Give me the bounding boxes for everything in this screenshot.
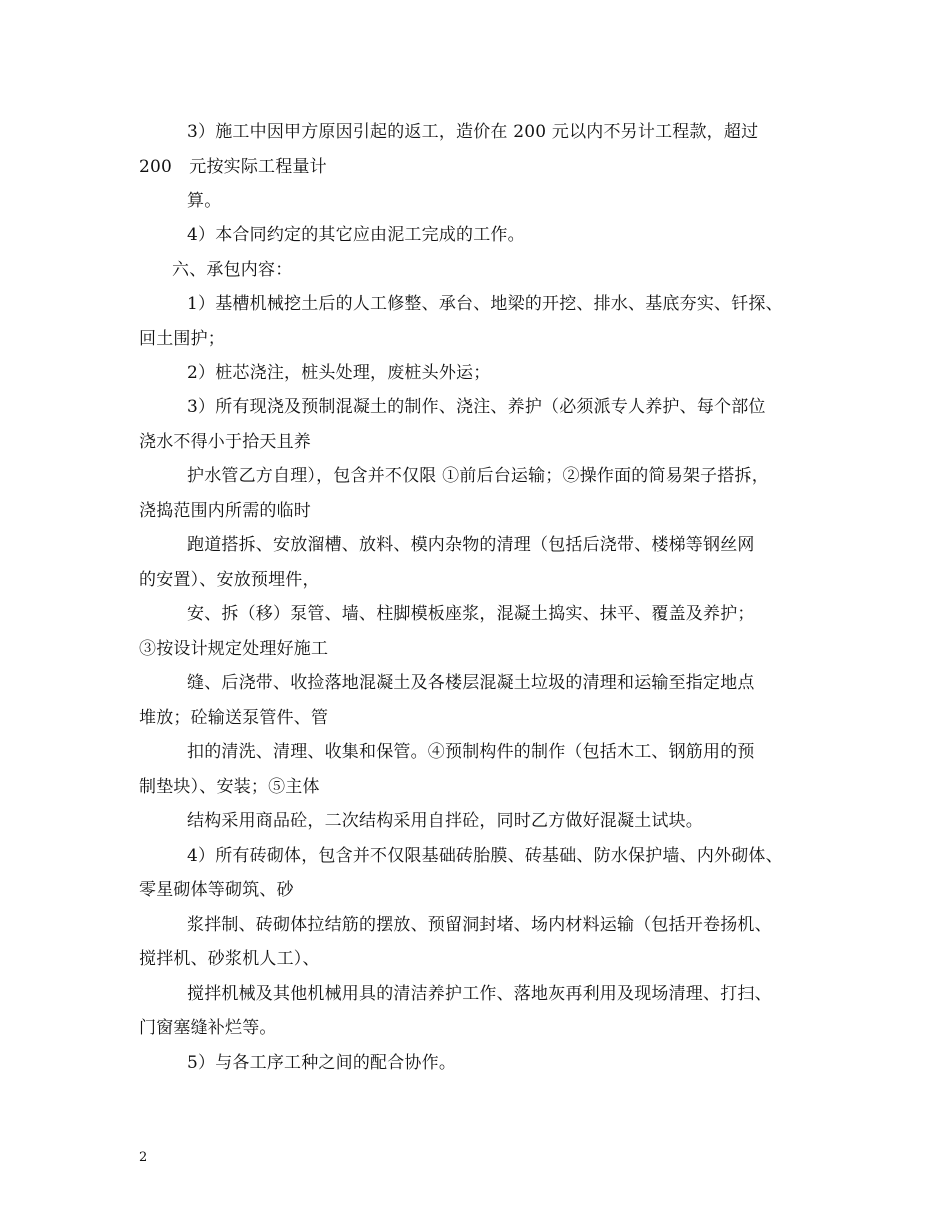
text-line: 4）所有砖砌体，包含并不仅限基础砖胎膜、砖基础、防水保护墙、内外砌体、 [187,846,783,866]
text-line: 3）所有现浇及预制混凝土的制作、浇注、养护（必须派专人养护、每个部位 [187,397,766,417]
section-heading: 六、承包内容： [172,260,293,280]
text-line: 搅拌机、砂浆机人工）、 [139,949,320,969]
text-line: 护水管乙方自理），包含并不仅限 ①前后台运输；②操作面的简易架子搭拆， [187,466,769,486]
text-line: 缝、后浇带、收捡落地混凝土及各楼层混凝土垃圾的清理和运输至指定地点 [187,673,755,693]
text-line: 堆放；砼输送泵管件、管 [139,708,329,728]
text-line: 回土围护； [139,329,225,349]
text-line: 的安置）、安放预埋件， [139,570,320,590]
text-line: 浇水不得小于拾天且养 [139,432,311,452]
text-line: 3）施工中因甲方原因引起的返工，造价在 200 元以内不另计工程款，超过 [187,122,759,142]
text-line: 200 元按实际工程量计 [139,157,327,177]
text-line: 安、拆（移）泵管、墙、柱脚模板座浆，混凝土捣实、抹平、覆盖及养护； [187,604,755,624]
text-line: ③按设计规定处理好施工 [139,639,329,659]
text-line: 2）桩芯浇注，桩头处理，废桩头外运； [187,363,491,383]
text-line: 算。 [187,191,222,211]
text-line: 浇捣范围内所需的临时 [139,501,311,521]
text-line: 结构采用商品砼，二次结构采用自拌砼，同时乙方做好混凝土试块。 [187,811,703,831]
text-line: 门窗塞缝补烂等。 [139,1018,277,1038]
text-line: 扣的清洗、清理、收集和保管。④预制构件的制作（包括木工、钢筋用的预 [187,742,755,762]
text-line: 零星砌体等砌筑、砂 [139,880,294,900]
text-line: 4）本合同约定的其它应由泥工完成的工作。 [187,225,525,245]
text-line: 制垫块）、安装；⑤主体 [139,777,320,797]
text-line: 1）基槽机械挖土后的人工修整、承台、地梁的开挖、排水、基底夯实、钎探、 [187,294,783,314]
text-line: 跑道搭拆、安放溜槽、放料、模内杂物的清理（包括后浇带、楼梯等钢丝网 [187,535,755,555]
text-line: 5）与各工序工种之间的配合协作。 [187,1053,457,1073]
text-line: 搅拌机械及其他机械用具的清洁养护工作、落地灰再利用及现场清理、打扫、 [187,984,772,1004]
page-number: 2 [139,1150,148,1165]
text-line: 浆拌制、砖砌体拉结筋的摆放、预留洞封堵、场内材料运输（包括开卷扬机、 [187,915,772,935]
